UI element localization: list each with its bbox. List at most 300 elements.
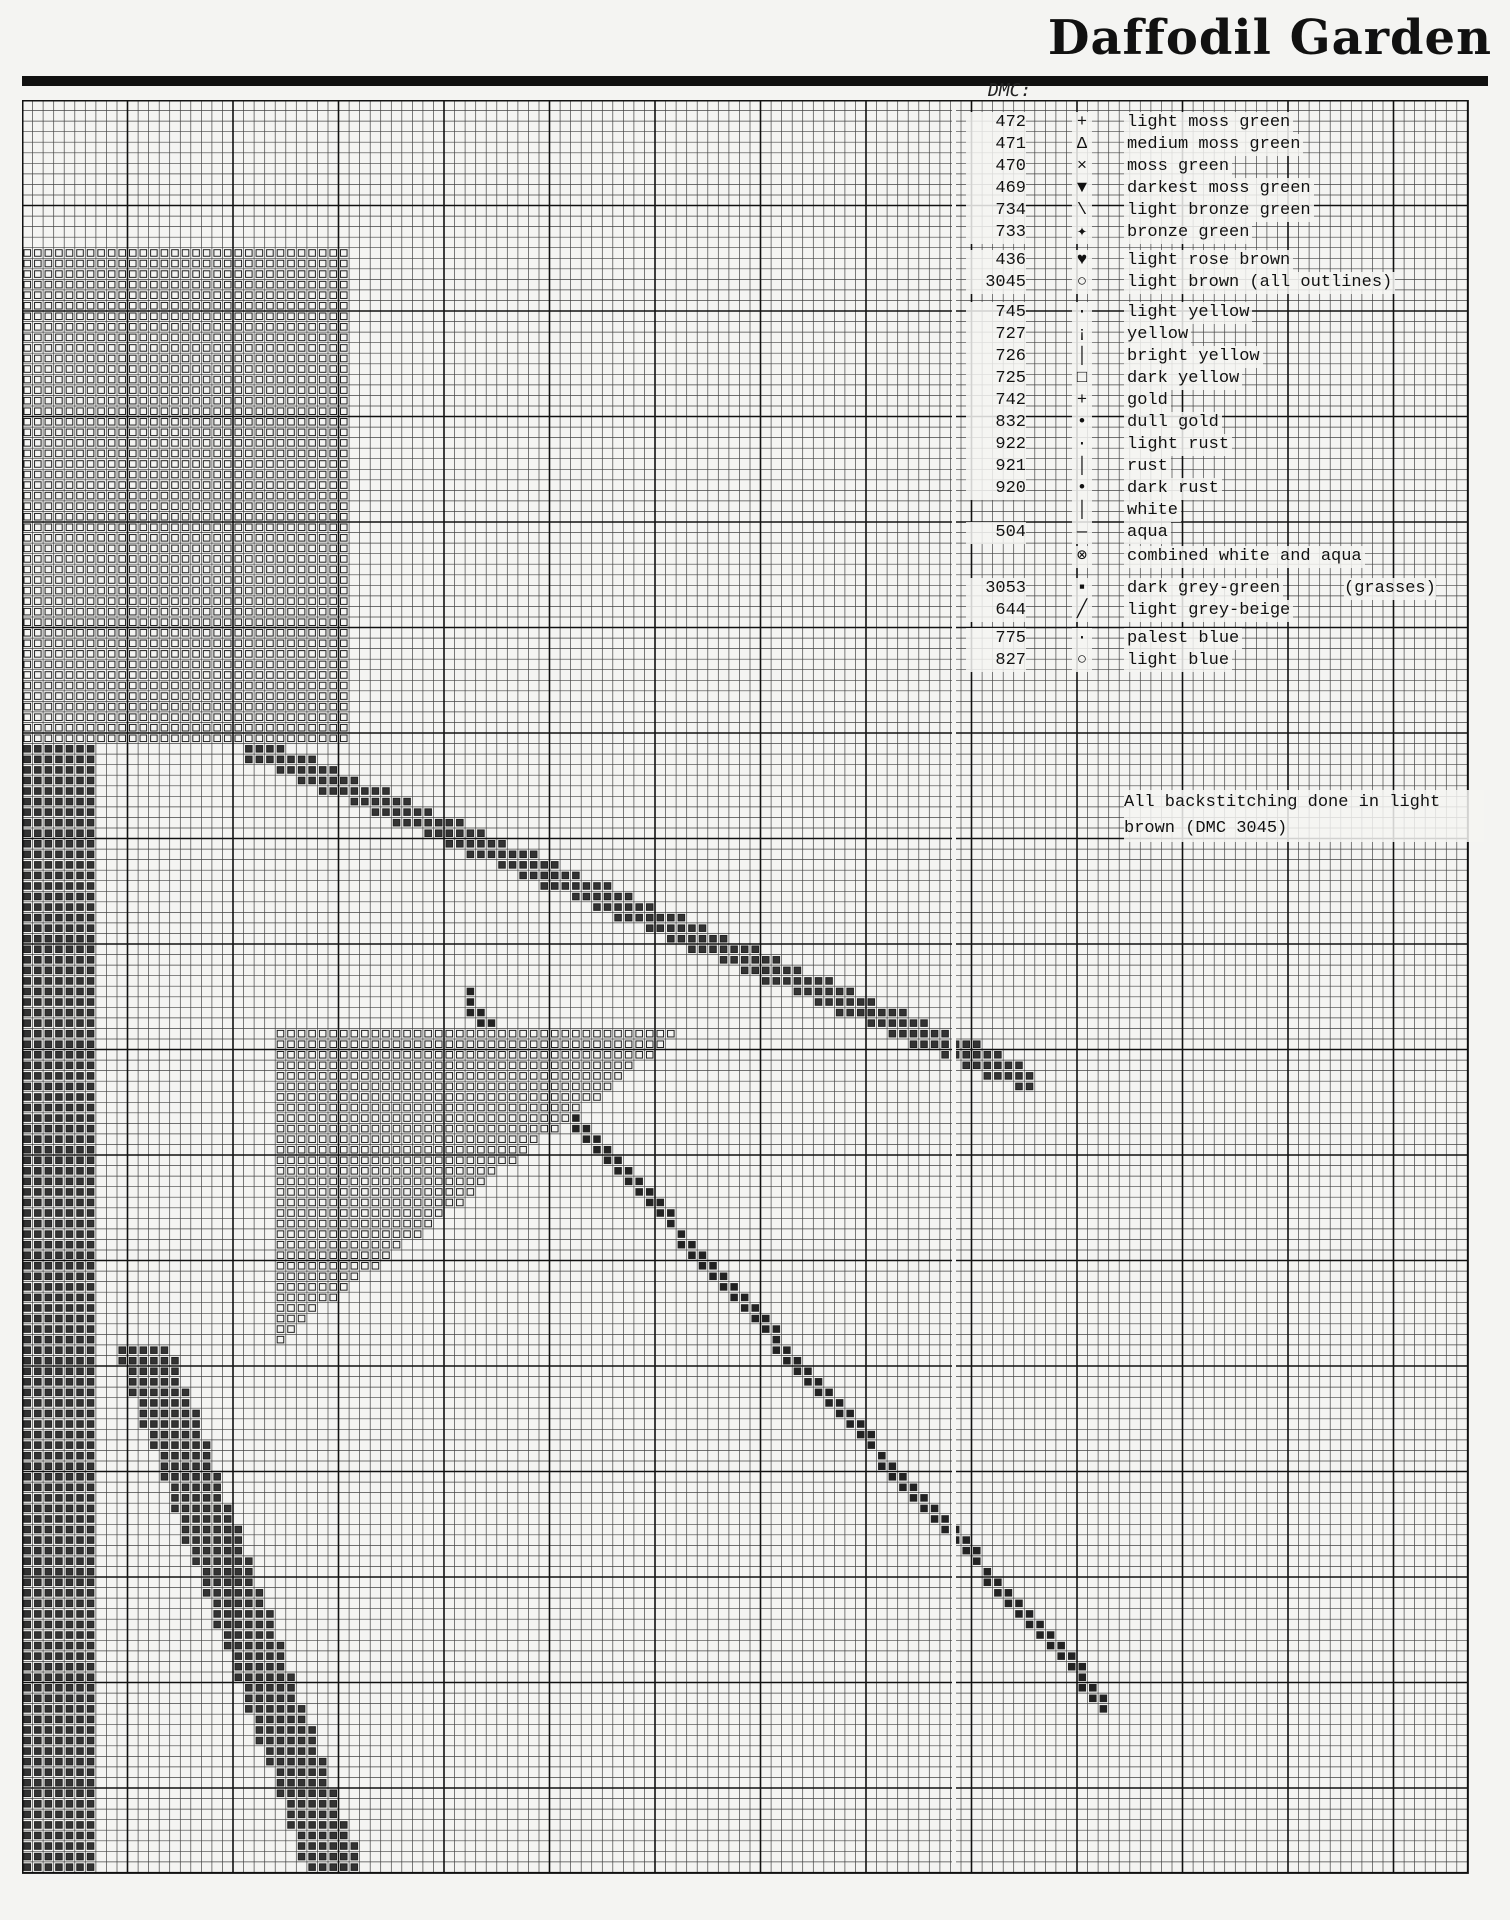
stitch-symbol: [203, 450, 210, 457]
stitch-symbol: [362, 1062, 369, 1069]
stitch-symbol: [214, 471, 221, 478]
stitch-symbol: [172, 482, 179, 489]
legend-color-name: yellow: [1124, 324, 1191, 346]
stitch-symbol: [24, 967, 31, 974]
stitch-symbol: [277, 703, 284, 710]
stitch-symbol: [35, 988, 42, 995]
stitch-symbol: [87, 978, 94, 985]
stitch-symbol: [77, 640, 84, 647]
stitch-symbol: [119, 376, 126, 383]
stitch-symbol: [45, 260, 52, 267]
legend-dmc-number: 727: [966, 324, 1026, 346]
stitch-symbol: [35, 1864, 42, 1871]
stitch-symbol: [277, 756, 284, 763]
stitch-symbol: [330, 1864, 337, 1871]
stitch-symbol: [66, 471, 73, 478]
stitch-symbol: [763, 1326, 770, 1333]
stitch-symbol: [277, 1695, 284, 1702]
stitch-symbol: [35, 1474, 42, 1481]
stitch-symbol: [383, 1136, 390, 1143]
stitch-symbol: [182, 492, 189, 499]
stitch-symbol: [224, 503, 231, 510]
stitch-symbol: [56, 355, 63, 362]
stitch-symbol: [77, 1431, 84, 1438]
stitch-symbol: [435, 1210, 442, 1217]
stitch-symbol: [161, 1400, 168, 1407]
stitch-symbol: [330, 788, 337, 795]
stitch-symbol: [45, 387, 52, 394]
stitch-symbol: [277, 1642, 284, 1649]
stitch-symbol: [277, 1769, 284, 1776]
stitch-symbol: [161, 292, 168, 299]
stitch-symbol: [404, 1231, 411, 1238]
stitch-symbol: [246, 640, 253, 647]
stitch-symbol: [66, 1695, 73, 1702]
stitch-symbol: [341, 524, 348, 531]
stitch-symbol: [66, 767, 73, 774]
stitch-symbol: [66, 1737, 73, 1744]
stitch-symbol: [193, 503, 200, 510]
stitch-symbol: [657, 1210, 664, 1217]
stitch-symbol: [24, 1410, 31, 1417]
stitch-symbol: [77, 524, 84, 531]
stitch-symbol: [341, 724, 348, 731]
stitch-symbol: [119, 608, 126, 615]
stitch-symbol: [214, 461, 221, 468]
stitch-symbol: [66, 1484, 73, 1491]
stitch-symbol: [56, 545, 63, 552]
stitch-symbol: [224, 450, 231, 457]
stitch-symbol: [182, 1495, 189, 1502]
stitch-symbol: [351, 1853, 358, 1860]
stitch-symbol: [56, 1210, 63, 1217]
stitch-symbol: [1090, 1695, 1097, 1702]
stitch-symbol: [309, 724, 316, 731]
stitch-symbol: [277, 1653, 284, 1660]
stitch-symbol: [984, 1579, 991, 1586]
stitch-symbol: [45, 756, 52, 763]
stitch-symbol: [615, 1157, 622, 1164]
stitch-symbol: [140, 1389, 147, 1396]
stitch-symbol: [446, 1083, 453, 1090]
stitch-symbol: [256, 324, 263, 331]
stitch-symbol: [161, 376, 168, 383]
stitch-symbol: [224, 1558, 231, 1565]
stitch-symbol: [45, 281, 52, 288]
stitch-symbol: [435, 1136, 442, 1143]
stitch-symbol: [35, 577, 42, 584]
stitch-symbol: [45, 587, 52, 594]
stitch-symbol: [246, 355, 253, 362]
stitch-symbol: [594, 1041, 601, 1048]
stitch-symbol: [319, 408, 326, 415]
stitch-symbol: [341, 1178, 348, 1185]
stitch-symbol: [77, 798, 84, 805]
stitch-symbol: [267, 535, 274, 542]
stitch-symbol: [35, 1421, 42, 1428]
stitch-symbol: [45, 1009, 52, 1016]
stitch-symbol: [256, 608, 263, 615]
stitch-symbol: [277, 397, 284, 404]
stitch-symbol: [24, 1537, 31, 1544]
stitch-symbol: [24, 630, 31, 637]
stitch-symbol: [77, 914, 84, 921]
stitch-symbol: [140, 1421, 147, 1428]
stitch-symbol: [246, 566, 253, 573]
stitch-symbol: [246, 492, 253, 499]
stitch-symbol: [87, 1558, 94, 1565]
stitch-symbol: [108, 524, 115, 531]
stitch-symbol: [319, 672, 326, 679]
stitch-symbol: [509, 1157, 516, 1164]
stitch-symbol: [87, 724, 94, 731]
stitch-symbol: [108, 271, 115, 278]
legend-symbol-icon: ♥: [1072, 250, 1092, 272]
stitch-symbol: [573, 1041, 580, 1048]
stitch-symbol: [87, 387, 94, 394]
stitch-symbol: [24, 1790, 31, 1797]
stitch-symbol: [66, 1052, 73, 1059]
stitch-symbol: [763, 967, 770, 974]
stitch-symbol: [319, 1094, 326, 1101]
stitch-symbol: [351, 1041, 358, 1048]
stitch-symbol: [741, 967, 748, 974]
stitch-symbol: [224, 672, 231, 679]
stitch-symbol: [24, 851, 31, 858]
stitch-symbol: [277, 492, 284, 499]
stitch-symbol: [921, 1495, 928, 1502]
stitch-symbol: [372, 1220, 379, 1227]
stitch-symbol: [414, 1041, 421, 1048]
stitch-symbol: [604, 1052, 611, 1059]
stitch-symbol: [24, 1452, 31, 1459]
stitch-symbol: [699, 935, 706, 942]
stitch-symbol: [319, 1758, 326, 1765]
stitch-symbol: [24, 1505, 31, 1512]
stitch-symbol: [467, 1189, 474, 1196]
stitch-symbol: [45, 682, 52, 689]
stitch-symbol: [35, 1452, 42, 1459]
stitch-symbol: [224, 1579, 231, 1586]
stitch-symbol: [35, 1579, 42, 1586]
stitch-symbol: [45, 988, 52, 995]
stitch-symbol: [24, 1463, 31, 1470]
stitch-symbol: [130, 608, 137, 615]
stitch-symbol: [541, 1052, 548, 1059]
stitch-symbol: [45, 724, 52, 731]
stitch-symbol: [351, 1115, 358, 1122]
stitch-symbol: [288, 1822, 295, 1829]
stitch-symbol: [77, 830, 84, 837]
stitch-symbol: [35, 566, 42, 573]
stitch-symbol: [77, 682, 84, 689]
stitch-symbol: [56, 1347, 63, 1354]
stitch-symbol: [319, 397, 326, 404]
stitch-symbol: [45, 1210, 52, 1217]
stitch-symbol: [151, 714, 158, 721]
stitch-symbol: [35, 809, 42, 816]
stitch-symbol: [56, 957, 63, 964]
stitch-symbol: [246, 1600, 253, 1607]
stitch-symbol: [214, 355, 221, 362]
stitch-symbol: [151, 440, 158, 447]
stitch-symbol: [45, 640, 52, 647]
stitch-symbol: [45, 302, 52, 309]
stitch-symbol: [330, 429, 337, 436]
stitch-symbol: [56, 598, 63, 605]
stitch-symbol: [319, 1231, 326, 1238]
stitch-symbol: [203, 408, 210, 415]
stitch-symbol: [868, 1431, 875, 1438]
stitch-symbol: [330, 598, 337, 605]
stitch-symbol: [330, 1189, 337, 1196]
stitch-symbol: [24, 250, 31, 257]
stitch-symbol: [488, 1157, 495, 1164]
stitch-symbol: [235, 366, 242, 373]
stitch-symbol: [87, 1642, 94, 1649]
stitch-symbol: [552, 1073, 559, 1080]
stitch-symbol: [87, 1336, 94, 1343]
stitch-symbol: [267, 724, 274, 731]
stitch-symbol: [277, 376, 284, 383]
stitch-symbol: [56, 1537, 63, 1544]
stitch-symbol: [298, 1315, 305, 1322]
stitch-symbol: [35, 324, 42, 331]
stitch-symbol: [414, 1178, 421, 1185]
stitch-symbol: [277, 1737, 284, 1744]
legend-color-name: light rust: [1124, 434, 1232, 456]
stitch-symbol: [119, 302, 126, 309]
stitch-symbol: [45, 1241, 52, 1248]
stitch-symbol: [309, 1125, 316, 1132]
stitch-symbol: [267, 345, 274, 352]
stitch-symbol: [341, 535, 348, 542]
stitch-symbol: [56, 1568, 63, 1575]
stitch-symbol: [309, 556, 316, 563]
stitch-symbol: [24, 841, 31, 848]
stitch-symbol: [87, 271, 94, 278]
stitch-symbol: [309, 260, 316, 267]
stitch-symbol: [488, 1125, 495, 1132]
stitch-symbol: [341, 587, 348, 594]
stitch-symbol: [66, 1431, 73, 1438]
stitch-symbol: [193, 513, 200, 520]
stitch-symbol: [56, 1505, 63, 1512]
stitch-symbol: [35, 1252, 42, 1259]
stitch-symbol: [298, 1083, 305, 1090]
stitch-symbol: [341, 503, 348, 510]
stitch-symbol: [130, 503, 137, 510]
stitch-symbol: [309, 661, 316, 668]
stitch-symbol: [478, 1030, 485, 1037]
stitch-symbol: [341, 661, 348, 668]
stitch-symbol: [857, 1431, 864, 1438]
stitch-symbol: [35, 1737, 42, 1744]
stitch-symbol: [98, 482, 105, 489]
stitch-symbol: [330, 1178, 337, 1185]
stitch-symbol: [267, 419, 274, 426]
stitch-symbol: [214, 250, 221, 257]
stitch-symbol: [140, 366, 147, 373]
stitch-symbol: [108, 735, 115, 742]
stitch-symbol: [815, 999, 822, 1006]
stitch-symbol: [161, 471, 168, 478]
stitch-symbol: [298, 1737, 305, 1744]
stitch-symbol: [309, 281, 316, 288]
legend-dmc-number: 827: [966, 650, 1026, 672]
stitch-symbol: [182, 366, 189, 373]
stitch-symbol: [77, 1695, 84, 1702]
stitch-symbol: [678, 935, 685, 942]
stitch-symbol: [256, 429, 263, 436]
stitch-symbol: [45, 503, 52, 510]
stitch-symbol: [267, 281, 274, 288]
stitch-symbol: [214, 397, 221, 404]
stitch-symbol: [235, 482, 242, 489]
stitch-symbol: [45, 513, 52, 520]
stitch-symbol: [256, 271, 263, 278]
stitch-symbol: [151, 324, 158, 331]
stitch-symbol: [615, 914, 622, 921]
stitch-symbol: [161, 672, 168, 679]
stitch-symbol: [404, 1210, 411, 1217]
stitch-symbol: [298, 640, 305, 647]
legend-dmc-number: 832: [966, 412, 1026, 434]
stitch-symbol: [172, 1431, 179, 1438]
stitch-symbol: [56, 366, 63, 373]
stitch-symbol: [309, 408, 316, 415]
stitch-symbol: [130, 419, 137, 426]
stitch-symbol: [108, 281, 115, 288]
stitch-symbol: [256, 598, 263, 605]
stitch-symbol: [341, 1263, 348, 1270]
stitch-symbol: [435, 1062, 442, 1069]
stitch-symbol: [604, 1146, 611, 1153]
stitch-symbol: [56, 408, 63, 415]
stitch-symbol: [66, 313, 73, 320]
stitch-symbol: [130, 630, 137, 637]
stitch-symbol: [35, 1442, 42, 1449]
stitch-symbol: [372, 1241, 379, 1248]
stitch-symbol: [35, 841, 42, 848]
stitch-symbol: [383, 1189, 390, 1196]
stitch-symbol: [277, 524, 284, 531]
stitch-symbol: [24, 1368, 31, 1375]
stitch-symbol: [235, 419, 242, 426]
stitch-symbol: [35, 735, 42, 742]
stitch-symbol: [45, 1041, 52, 1048]
stitch-symbol: [341, 313, 348, 320]
stitch-symbol: [203, 1547, 210, 1554]
stitch-symbol: [77, 1706, 84, 1713]
stitch-symbol: [594, 1062, 601, 1069]
stitch-symbol: [256, 334, 263, 341]
stitch-symbol: [309, 545, 316, 552]
stitch-symbol: [267, 640, 274, 647]
stitch-symbol: [172, 1368, 179, 1375]
stitch-symbol: [130, 260, 137, 267]
stitch-symbol: [24, 672, 31, 679]
stitch-symbol: [341, 419, 348, 426]
stitch-symbol: [256, 260, 263, 267]
stitch-symbol: [383, 1178, 390, 1185]
stitch-symbol: [319, 482, 326, 489]
stitch-symbol: [77, 872, 84, 879]
stitch-symbol: [478, 1083, 485, 1090]
stitch-symbol: [35, 440, 42, 447]
stitch-symbol: [393, 1189, 400, 1196]
stitch-symbol: [161, 1431, 168, 1438]
stitch-symbol: [151, 693, 158, 700]
stitch-symbol: [24, 1801, 31, 1808]
stitch-symbol: [98, 693, 105, 700]
stitch-symbol: [77, 556, 84, 563]
stitch-symbol: [24, 1252, 31, 1259]
stitch-symbol: [24, 809, 31, 816]
stitch-symbol: [414, 1136, 421, 1143]
stitch-symbol: [298, 682, 305, 689]
stitch-symbol: [56, 1115, 63, 1122]
stitch-symbol: [45, 957, 52, 964]
stitch-symbol: [56, 440, 63, 447]
legend-row: [966, 156, 1466, 178]
stitch-symbol: [66, 1547, 73, 1554]
stitch-symbol: [45, 1843, 52, 1850]
stitch-symbol: [66, 1727, 73, 1734]
stitch-symbol: [615, 1041, 622, 1048]
stitch-symbol: [35, 967, 42, 974]
stitch-symbol: [267, 545, 274, 552]
stitch-symbol: [24, 1125, 31, 1132]
stitch-symbol: [77, 1073, 84, 1080]
stitch-symbol: [404, 1189, 411, 1196]
stitch-symbol: [298, 482, 305, 489]
stitch-symbol: [879, 1463, 886, 1470]
stitch-symbol: [372, 1168, 379, 1175]
stitch-symbol: [341, 1864, 348, 1871]
stitch-symbol: [130, 366, 137, 373]
stitch-symbol: [45, 1727, 52, 1734]
stitch-symbol: [657, 1030, 664, 1037]
stitch-symbol: [446, 1052, 453, 1059]
stitch-symbol: [298, 1210, 305, 1217]
stitch-symbol: [298, 1030, 305, 1037]
stitch-symbol: [56, 1716, 63, 1723]
stitch-symbol: [267, 746, 274, 753]
stitch-symbol: [298, 397, 305, 404]
stitch-symbol: [161, 281, 168, 288]
stitch-symbol: [1100, 1706, 1107, 1713]
stitch-symbol: [45, 440, 52, 447]
stitch-symbol: [214, 1516, 221, 1523]
stitch-symbol: [35, 1843, 42, 1850]
stitch-symbol: [404, 1104, 411, 1111]
stitch-symbol: [98, 492, 105, 499]
stitch-symbol: [362, 1241, 369, 1248]
stitch-symbol: [24, 1632, 31, 1639]
stitch-symbol: [119, 492, 126, 499]
stitch-symbol: [457, 1104, 464, 1111]
stitch-symbol: [56, 387, 63, 394]
stitch-symbol: [87, 1706, 94, 1713]
stitch-symbol: [509, 1115, 516, 1122]
stitch-symbol: [520, 1104, 527, 1111]
stitch-symbol: [151, 1410, 158, 1417]
legend-symbol-icon: □: [1072, 368, 1092, 390]
stitch-symbol: [87, 1695, 94, 1702]
stitch-symbol: [66, 1590, 73, 1597]
stitch-symbol: [826, 988, 833, 995]
